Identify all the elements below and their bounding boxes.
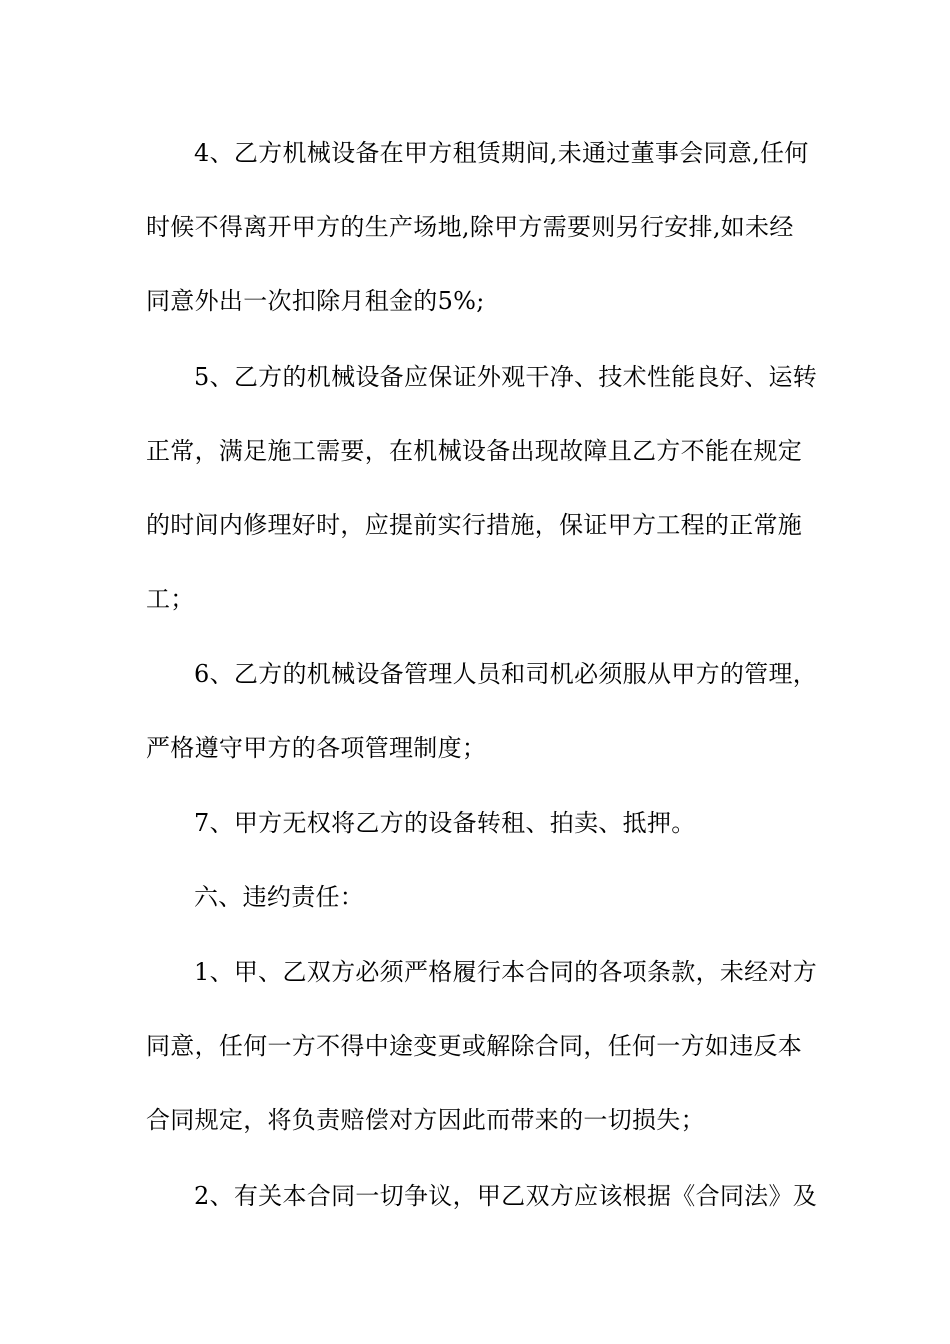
clause-5-line-2: 正常，满足施工需要，在机械设备出现故障且乙方不能在规定 [146, 437, 803, 465]
clause-4-line-2: 时候不得离开甲方的生产场地,除甲方需要则另行安排,如未经 [146, 213, 794, 241]
breach-clause-1-line-2: 同意，任何一方不得中途变更或解除合同，任何一方如违反本 [146, 1032, 803, 1060]
clause-5-line-1: 5、乙方的机械设备应保证外观干净、技术性能良好、运转 [194, 363, 818, 391]
clause-5-line-4: 工； [146, 585, 195, 613]
clause-6-line-2: 严格遵守甲方的各项管理制度； [146, 734, 487, 762]
clause-5-line-3: 的时间内修理好时，应提前实行措施，保证甲方工程的正常施 [146, 511, 803, 539]
breach-clause-1-line-3: 合同规定，将负责赔偿对方因此而带来的一切损失； [146, 1106, 705, 1134]
breach-clause-2-line-1: 2、有关本合同一切争议，甲乙双方应该根据《合同法》及 [194, 1182, 818, 1210]
section-heading-breach-liability: 六、违约责任： [194, 883, 365, 911]
breach-clause-1-line-1: 1、甲、乙双方必须严格履行本合同的各项条款，未经对方 [194, 958, 818, 986]
clause-4-line-1: 4、乙方机械设备在甲方租赁期间,未通过董事会同意,任何 [194, 139, 809, 167]
clause-4-line-3: 同意外出一次扣除月租金的5%; [146, 287, 485, 315]
clause-7-line-1: 7、甲方无权将乙方的设备转租、拍卖、抵押。 [194, 809, 696, 837]
clause-6-line-1: 6、乙方的机械设备管理人员和司机必须服从甲方的管理， [194, 660, 818, 688]
